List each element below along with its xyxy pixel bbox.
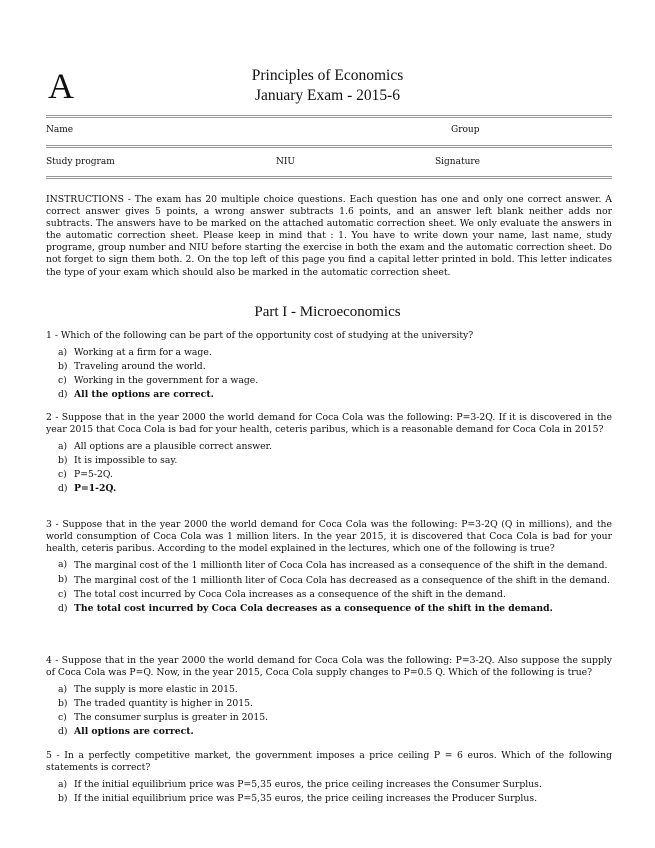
option-b — [46, 697, 612, 711]
option-letter: a) — [58, 441, 68, 453]
question-1 — [46, 330, 612, 402]
option-letter: d) — [58, 602, 68, 614]
option-b — [46, 574, 612, 588]
course-title: Principles of Economics — [251, 67, 404, 84]
option-a — [46, 778, 612, 792]
option-b — [46, 454, 612, 468]
option-text: The supply is more elastic in 2015. — [74, 684, 238, 696]
option-text: It is impossible to say. — [74, 455, 178, 467]
group-label: Group — [451, 125, 480, 135]
exam-subtitle: January Exam - 2015-6 — [254, 87, 401, 104]
option-d — [46, 602, 612, 616]
option-text: The marginal cost of the 1 millionth liter of Coca Cola has increased as a consequence of the shift in the demand. — [74, 560, 608, 572]
question-stem: 4 - Suppose that in the year 2000 the world demand for Coca Cola was the following: P=3-2Q. Also suppose the supply of Coca Cola was P=Q. Now, in the year 2015, Coca Cola supply changes to P=0.5 Q. Which of the following is true? — [46, 655, 612, 679]
question-stem: 3 - Suppose that in the year 2000 the world demand for Coca Cola was the following: P=3-2Q (Q in millions), and the world consumption of Coca Cola was 1 million liters. In the year 2015, it is discovered that Coca Cola is bad for your health, ceteris paribus. According to the model explained in the lectures, which one of the following is true? — [46, 519, 612, 555]
exam-title-block — [0, 66, 655, 106]
option-text: The traded quantity is higher in 2015. — [74, 698, 253, 710]
option-text: P=5-2Q. — [74, 469, 113, 481]
option-list — [46, 683, 612, 739]
option-text-correct: The total cost incurred by Coca Cola decreases as a consequence of the shift in the demand. — [74, 602, 553, 614]
option-letter: a) — [58, 779, 68, 791]
question-stem: 1 - Which of the following can be part of the opportunity cost of studying at the university? — [46, 330, 474, 341]
option-text: Working in the government for a wage. — [74, 375, 259, 387]
option-text: The total cost incurred by Coca Cola increases as a consequence of the shift in the demand. — [74, 588, 506, 600]
option-letter: b) — [58, 361, 68, 373]
name-label: Name — [46, 125, 74, 135]
option-letter: a) — [58, 347, 68, 359]
option-text: If the initial equilibrium price was P=5,35 euros, the price ceiling increases the Producer Surplus. — [74, 793, 538, 805]
signature-label: Signature — [435, 157, 481, 167]
part-heading: Part I - Microeconomics — [254, 304, 401, 320]
option-letter: c) — [58, 469, 67, 481]
option-text-correct: All the options are correct. — [74, 389, 214, 401]
question-stem: 2 - Suppose that in the year 2000 the world demand for Coca Cola was the following: P=3-2Q. If it is discovered in the year 2015 that Coca Cola is bad for your health, ceteris paribus, which is a reasonable demand for Coca Cola in 2015? — [46, 412, 612, 436]
option-letter: a) — [58, 559, 68, 571]
option-text: The marginal cost of the 1 millionth liter of Coca Cola has decreased as a consequence of the shift in the demand. — [74, 574, 610, 586]
option-text: Traveling around the world. — [74, 361, 206, 373]
fields-divider — [46, 145, 612, 146]
option-list — [46, 778, 612, 806]
option-d — [46, 482, 612, 496]
option-text: If the initial equilibrium price was P=5,35 euros, the price ceiling increases the Consumer Surplus. — [74, 779, 542, 791]
option-c — [46, 588, 612, 602]
option-c — [46, 468, 612, 482]
option-b — [46, 792, 612, 806]
option-list — [46, 559, 612, 616]
header-divider — [46, 115, 612, 116]
option-d — [46, 388, 612, 402]
option-b — [46, 360, 612, 374]
option-c — [46, 374, 612, 388]
option-letter: c) — [58, 588, 67, 600]
option-text-correct: P=1-2Q. — [74, 483, 117, 495]
option-letter: d) — [58, 389, 68, 401]
option-list — [46, 440, 612, 496]
option-a — [46, 559, 612, 573]
option-letter: b) — [58, 455, 68, 467]
option-text: The consumer surplus is greater in 2015. — [74, 712, 269, 724]
option-letter: d) — [58, 726, 68, 738]
option-d — [46, 725, 612, 739]
instructions-text: INSTRUCTIONS - The exam has 20 multiple choice questions. Each question has one and only one correct answer. A correct answer gives 5 points, a wrong answer subtracts 1.6 points, and an answer left blank neither adds nor subtracts. The answers have to be marked on the attached automatic correction sheet. We only evaluate the answers in the automatic correction sheet. Please keep in mind that : 1. You have to write down your name, last name, study programe, group number and NIU before starting the exercise in both the exam and the automatic correction sheet. Do not forget to sign them both. 2. On the top left of this page you find a capital letter printed in bold. This letter indicates the type of your exam which should also be marked in the automatic correction sheet. — [46, 194, 612, 278]
option-letter: b) — [58, 698, 68, 710]
option-list — [46, 346, 612, 402]
option-letter: d) — [58, 483, 68, 495]
option-a — [46, 683, 612, 697]
option-a — [46, 440, 612, 454]
option-letter: b) — [58, 793, 68, 805]
option-text: All options are a plausible correct answer. — [74, 441, 272, 453]
niu-label: NIU — [276, 157, 296, 167]
option-letter: c) — [58, 375, 67, 387]
question-3 — [46, 519, 612, 616]
question-2 — [46, 412, 612, 497]
fields-bottom-divider — [46, 176, 612, 177]
option-text: Working at a firm for a wage. — [74, 347, 212, 359]
option-letter: c) — [58, 712, 67, 724]
study-program-label: Study program — [46, 157, 115, 167]
option-letter: b) — [58, 573, 68, 585]
exam-type-letter: A — [48, 66, 74, 106]
option-a — [46, 346, 612, 360]
question-stem: 5 - In a perfectly competitive market, the government imposes a price ceiling P = 6 euros. Which of the following statements is correct? — [46, 750, 612, 774]
option-letter: a) — [58, 684, 68, 696]
option-c — [46, 711, 612, 725]
question-4 — [46, 655, 612, 740]
question-5 — [46, 750, 612, 806]
option-text-correct: All options are correct. — [74, 726, 194, 738]
